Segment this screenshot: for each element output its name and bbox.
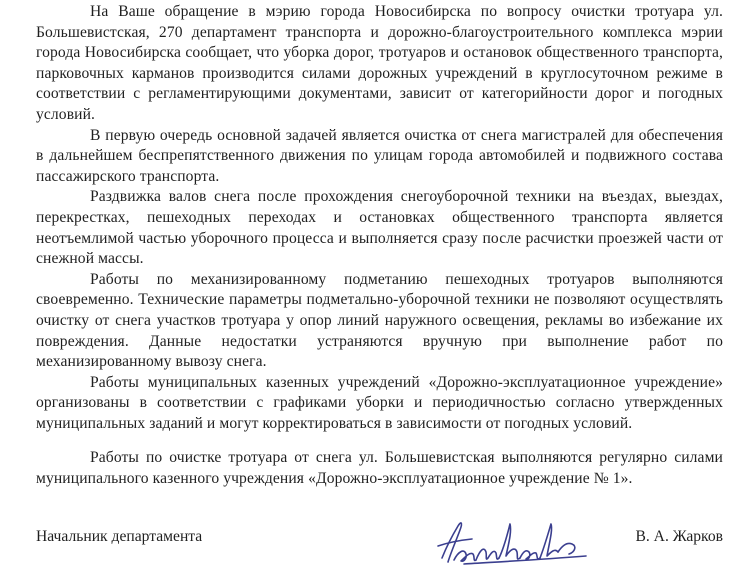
signature-block	[36, 526, 723, 554]
handwritten-signature	[436, 512, 596, 569]
paragraph-3: Раздвижка валов снега после прохождения снегоуборочной техники на въездах, выездах, перекрестках, пешеходных переходах и остановках общественного транспорта является неотъемлимой частью уборочного процесса и выполняется сразу после расчистки проезжей части от снежной массы.	[36, 188, 723, 268]
letter-body	[36, 2, 723, 490]
paragraph-5: Работы муниципальных казенных учреждений «Дорожно-эксплуатационное учреждение» организованы в соответствии с графиками уборки и периодичностью согласно утвержденных муниципальных заданий и могут корректироваться в зависимости от погодных условий.	[36, 373, 723, 432]
paragraph-4: Работы по механизированному подметанию пешеходных тротуаров выполняются своевременно. Технические параметры подметально-уборочной техники не позволяют осуществлять очистку от снега участков тротуара у опор линий наружного освещения, рекламы во избежание их повреждения. Данные недостатки устраняются вручную при выполнение работ по механизированному вывозу снега.	[36, 270, 723, 371]
paragraph-2: В первую очередь основной задачей является очистка от снега магистралей для обеспечения в дальнейшем беспрепятственного движения по улицам города автомобилей и подвижного состава пассажирского транспорта.	[36, 126, 723, 185]
signatory-position: Начальник департамента	[36, 528, 203, 545]
paragraph-6: Работы по очистке тротуара от снега ул. Большевистская выполняются регулярно силами муниципального казенного учреждения «Дорожно-эксплуатационное учреждение № 1».	[36, 449, 723, 488]
signatory-name: В. А. Жарков	[635, 528, 723, 545]
paragraph-1: На Ваше обращение в мэрию города Новосибирска по вопросу очистки тротуара ул. Большевистская, 270 департамент транспорта и дорожно-благоустроительного комплекса мэрии города Новосибирска сообщает, что уборка дорог, тротуаров и остановок общественного транспорта, парковочных карманов производится силами дорожных учреждений в круглосуточном режиме в соответствии с регламентирующими документами, зависит от категорийности дорог и погодных условий.	[36, 3, 723, 123]
